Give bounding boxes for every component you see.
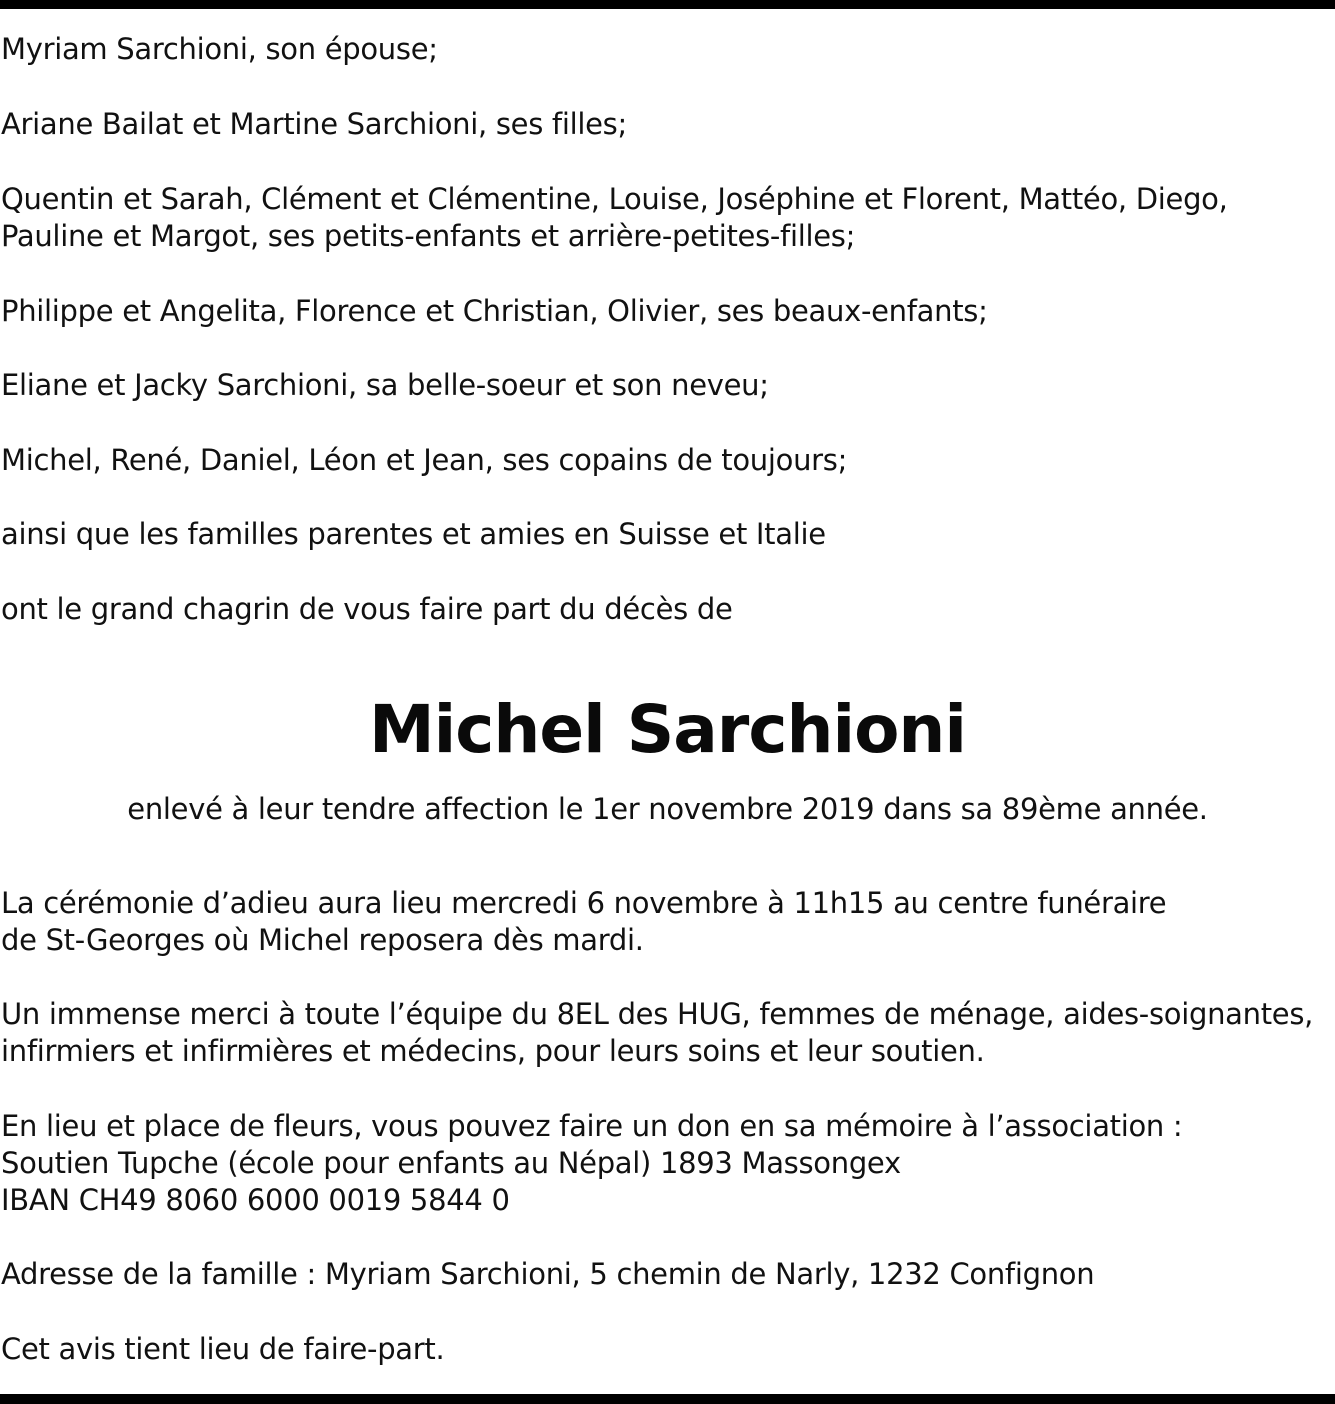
thanks-line-2: infirmiers et infirmières et médecins, pour leurs soins et leur soutien. <box>1 1034 985 1068</box>
family-line-daughters: Ariane Bailat et Martine Sarchioni, ses filles; <box>1 107 627 141</box>
deceased-name: Michel Sarchioni <box>368 691 967 768</box>
passing-subline: enlevé à leur tendre affection le 1er novembre 2019 dans sa 89ème année. <box>127 792 1208 826</box>
thanks-line-1: Un immense merci à toute l’équipe du 8EL des HUG, femmes de ménage, aides-soignantes, <box>1 997 1314 1031</box>
family-line-friends: Michel, René, Daniel, Léon et Jean, ses copains de toujours; <box>1 443 848 477</box>
closing-line: Cet avis tient lieu de faire-part. <box>1 1332 445 1366</box>
donation-iban: IBAN CH49 8060 6000 0019 5844 0 <box>1 1183 510 1217</box>
family-line-stepchildren: Philippe et Angelita, Florence et Christian, Olivier, ses beaux-enfants; <box>1 294 988 328</box>
donation-line-1: En lieu et place de fleurs, vous pouvez faire un don en sa mémoire à l’association : <box>1 1109 1183 1143</box>
family-line-sister-in-law: Eliane et Jacky Sarchioni, sa belle-soeur et son neveu; <box>1 368 769 402</box>
donation-line-2: Soutien Tupche (école pour enfants au Népal) 1893 Massongex <box>1 1146 901 1180</box>
announcement-line: ont le grand chagrin de vous faire part du décès de <box>1 592 733 626</box>
family-address: Adresse de la famille : Myriam Sarchioni, 5 chemin de Narly, 1232 Confignon <box>1 1257 1095 1291</box>
family-line-spouse: Myriam Sarchioni, son épouse; <box>1 32 438 66</box>
top-rule <box>0 0 1335 9</box>
family-line-grandchildren-1: Quentin et Sarah, Clément et Clémentine, Louise, Joséphine et Florent, Mattéo, Diego, <box>1 182 1228 216</box>
ceremony-line-2: de St-Georges où Michel reposera dès mardi. <box>1 923 644 957</box>
ceremony-line-1: La cérémonie d’adieu aura lieu mercredi 6 novembre à 11h15 au centre funéraire <box>1 886 1167 920</box>
family-line-relatives: ainsi que les familles parentes et amies en Suisse et Italie <box>1 517 826 551</box>
family-line-grandchildren-2: Pauline et Margot, ses petits-enfants et arrière-petites-filles; <box>1 219 856 253</box>
bottom-rule <box>0 1394 1335 1404</box>
